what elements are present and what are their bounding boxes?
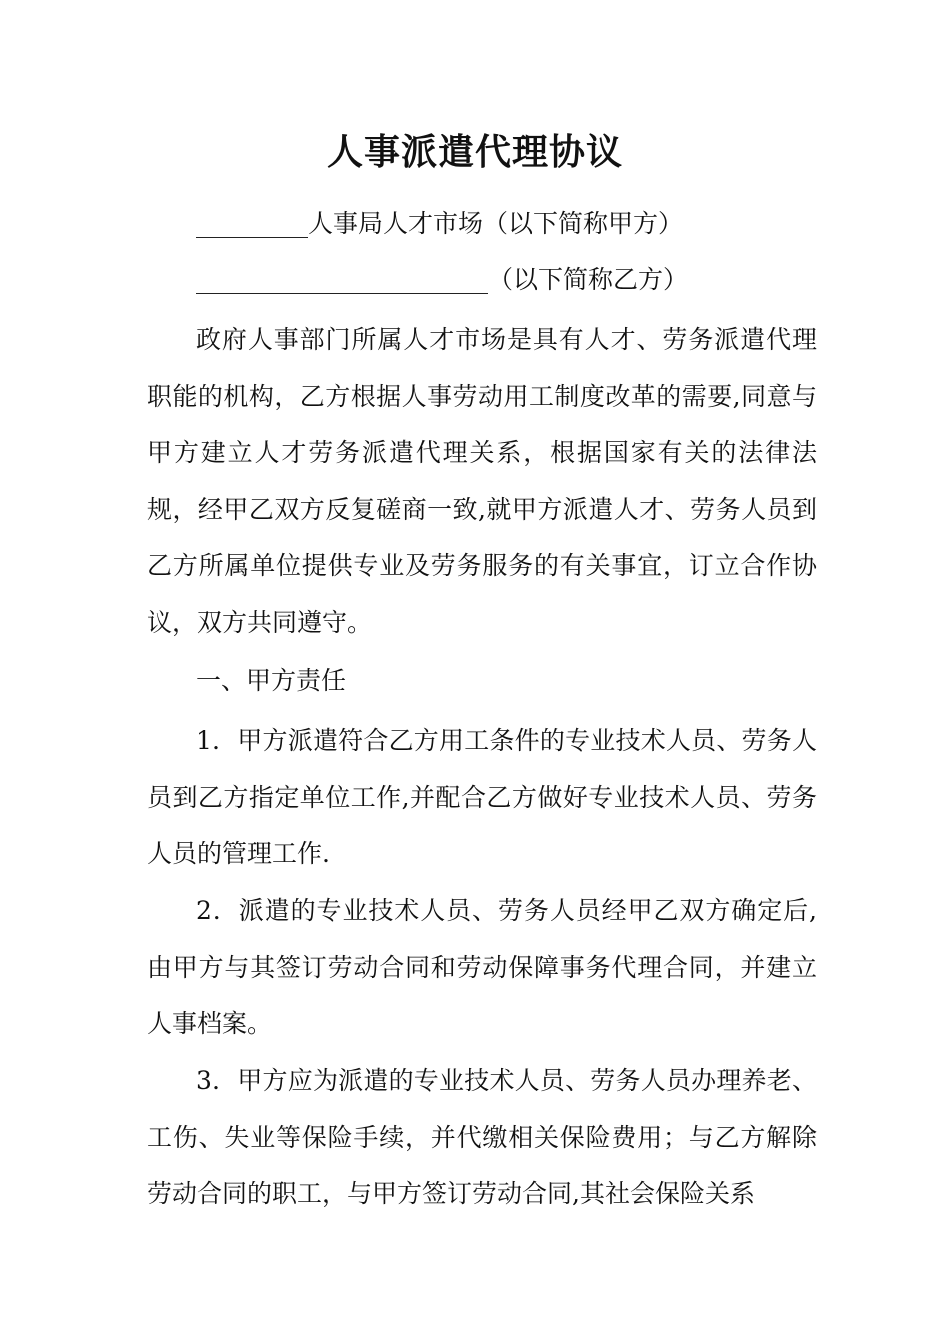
clause-3: 3．甲方应为派遣的专业技术人员、劳务人员办理养老、工伤、失业等保险手续，并代缴相关保险费用；与乙方解除劳动合同的职工，与甲方签订劳动合同,其社会保险关系: [147, 1066, 817, 1208]
document-title: 人事派遣代理协议: [326, 131, 623, 173]
party-a-text: 人事局人才市场（以下简称甲方）: [308, 209, 684, 238]
clause-2: 2．派遣的专业技术人员、劳务人员经甲乙双方确定后,由甲方与其签订劳动合同和劳动保障事务代理合同，并建立人事档案。: [147, 896, 817, 1038]
party-b-line: [196, 260, 688, 300]
party-a-line: [196, 204, 683, 244]
party-b-blank: [196, 265, 488, 294]
clause-1: 1．甲方派遣符合乙方用工条件的专业技术人员、劳务人员到乙方指定单位工作,并配合乙方做好专业技术人员、劳务人员的管理工作.: [147, 726, 817, 868]
section-heading-party-a-duties: 一、甲方责任: [196, 666, 347, 695]
party-a-blank: [196, 209, 308, 238]
intro-paragraph: 政府人事部门所属人才市场是具有人才、劳务派遣代理职能的机构，乙方根据人事劳动用工制度改革的需要,同意与甲方建立人才劳务派遣代理关系，根据国家有关的法律法规，经甲乙双方反复磋商一致,就甲方派遣人才、劳务人员到乙方所属单位提供专业及劳务服务的有关事宜，订立合作协议，双方共同遵守。: [147, 325, 817, 637]
party-b-text: （以下简称乙方）: [488, 265, 689, 294]
